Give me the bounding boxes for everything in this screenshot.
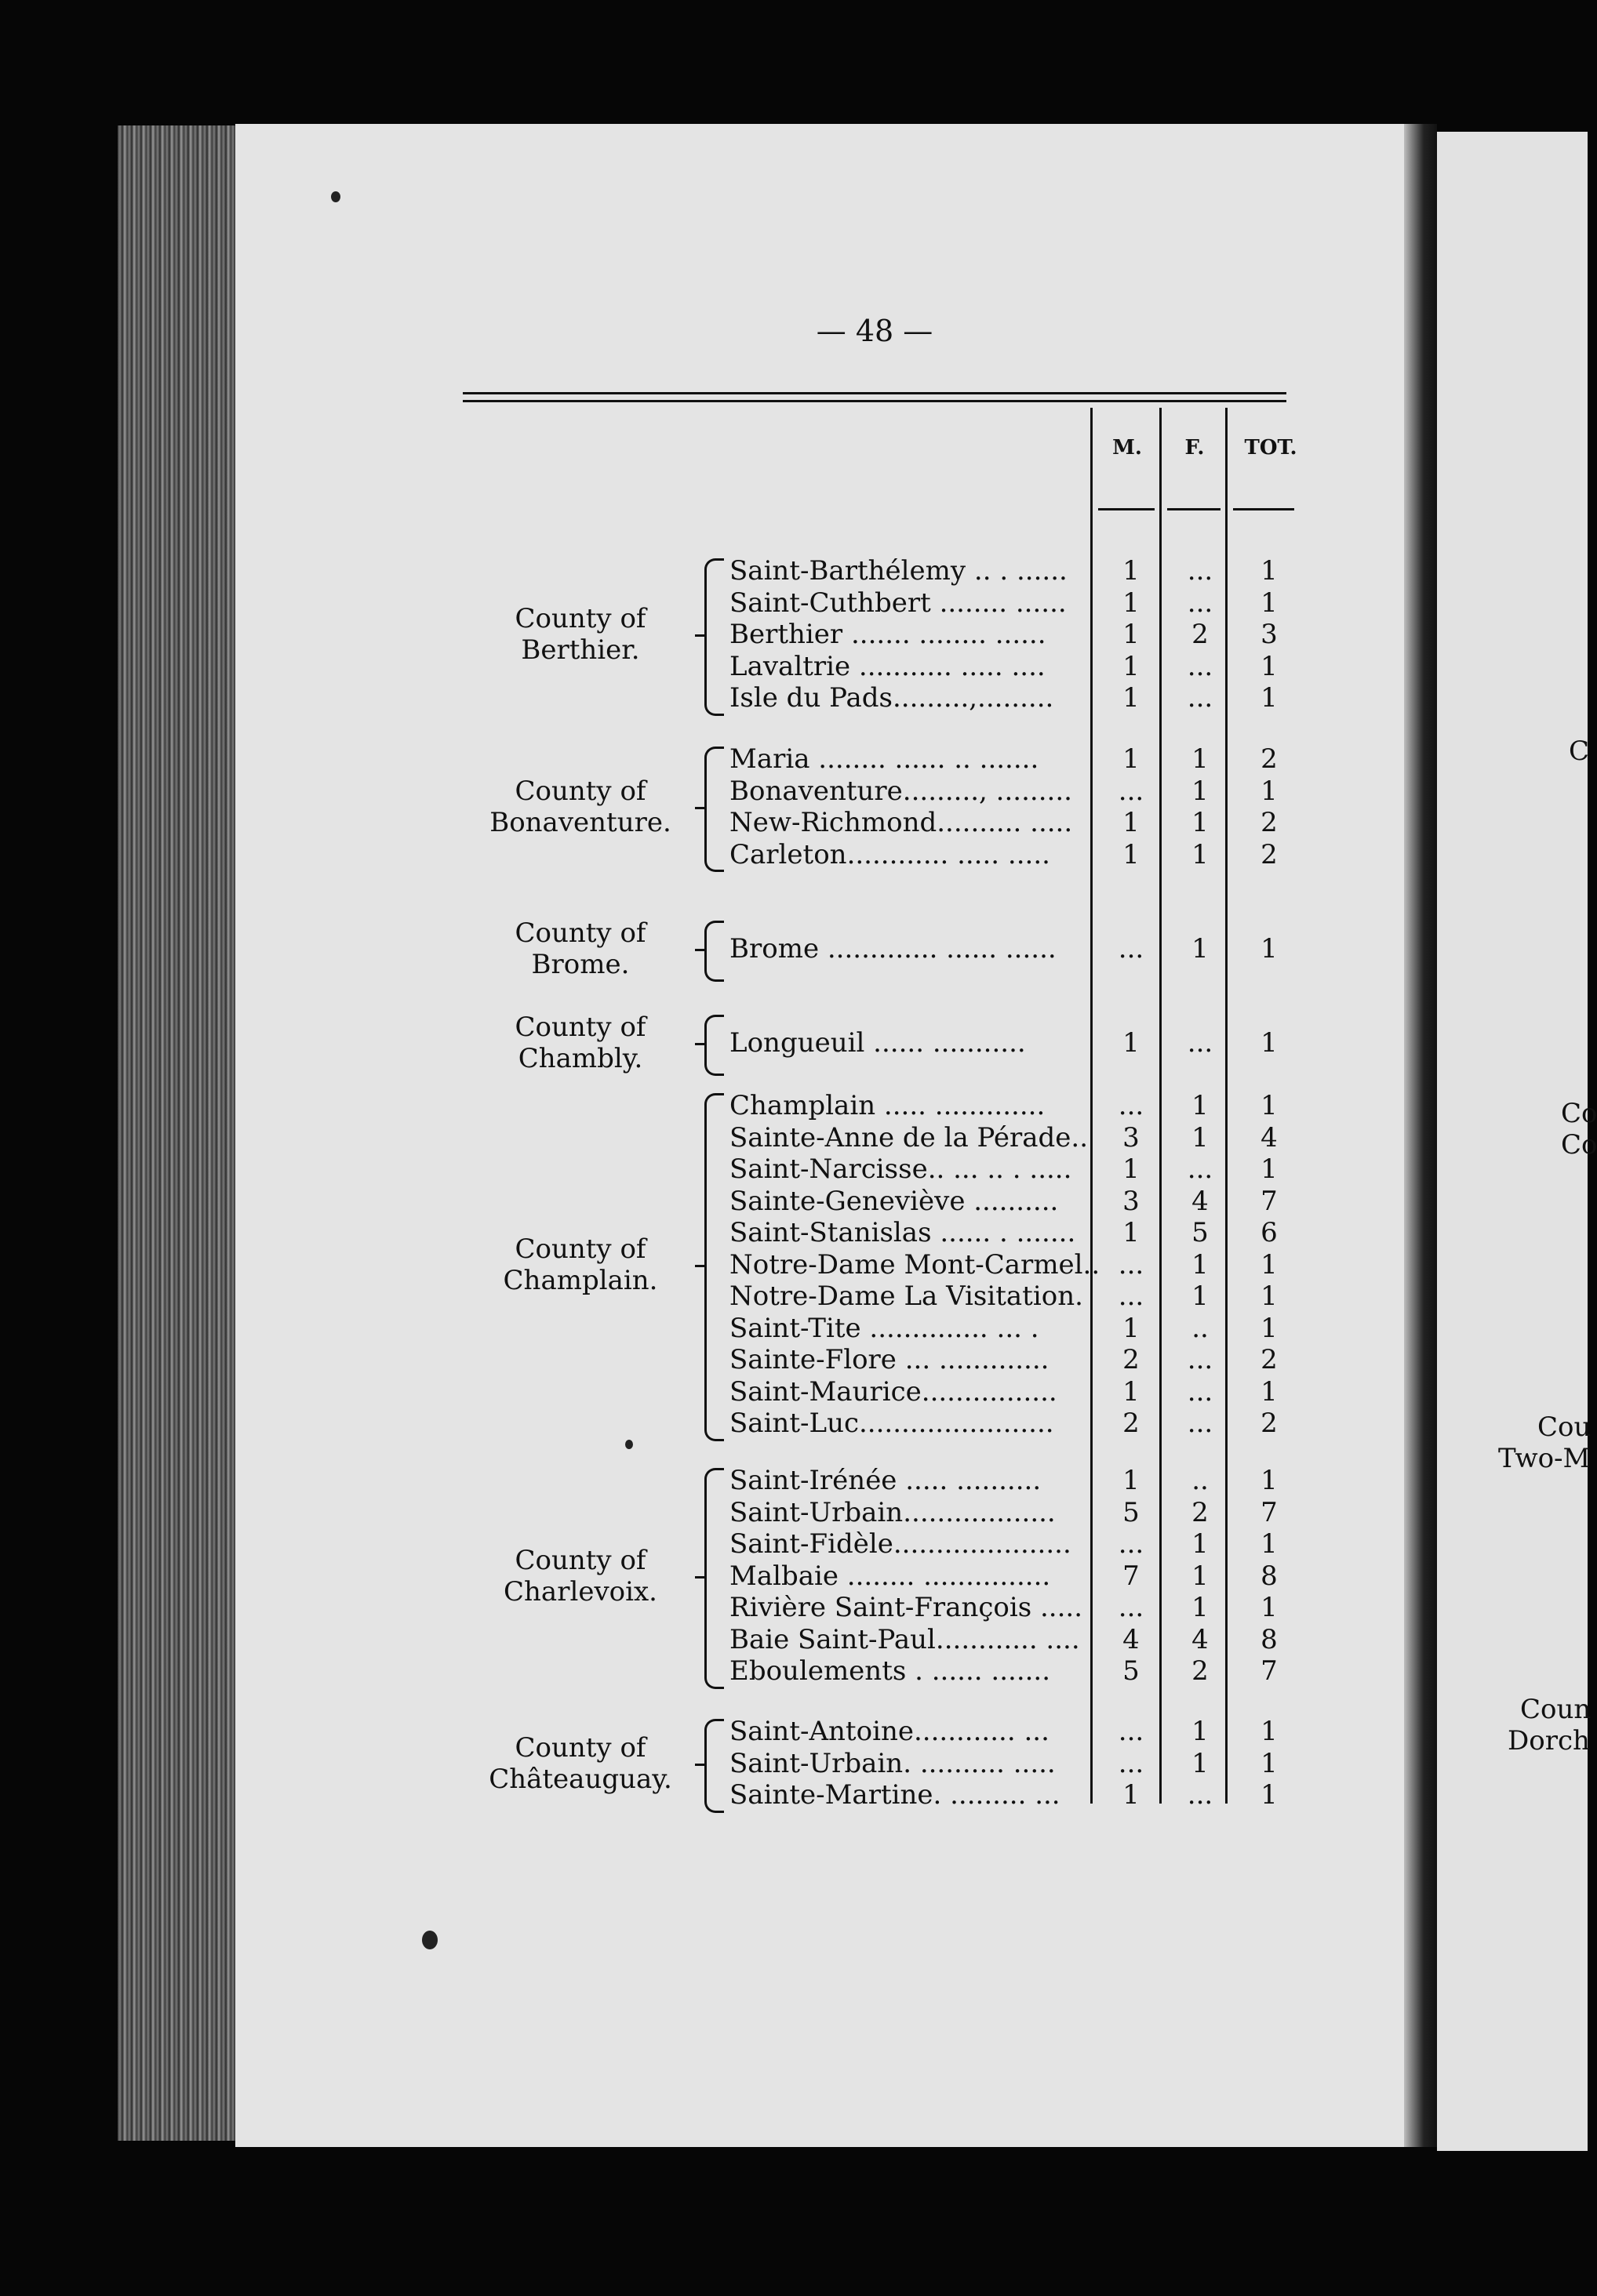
county-label [463,603,698,666]
male-count: ... [1118,1090,1144,1121]
table-row [729,619,1553,650]
female-count: ... [1187,1375,1213,1408]
parish-name: Bonaventure........., ......... [729,775,1072,807]
adjacent-page-fragment: Co [1561,1129,1597,1161]
male-count: 1 [1122,682,1140,714]
table-row [729,1655,1553,1687]
parish-name: Saint-Urbain. .......... ..... [729,1747,1056,1779]
parish-name: Brome ............. ...... ...... [729,932,1057,965]
male-count: 1 [1122,1217,1140,1248]
page-number: — 48 — [816,314,933,348]
book-page-edges [118,125,235,2141]
parish-name: Sainte-Geneviève .......... [729,1185,1059,1217]
female-count: 1 [1191,932,1209,965]
group-brace-tip [695,949,706,951]
group-brace-tip [695,1265,706,1267]
group-brace [704,1015,724,1076]
group-brace-tip [695,1043,706,1045]
female-count: ... [1187,1779,1213,1811]
male-count: 1 [1122,619,1140,650]
male-count: 1 [1122,1375,1140,1408]
female-count: 4 [1191,1185,1209,1217]
table-row [729,807,1553,838]
total-count: 1 [1261,1465,1278,1496]
male-count: 3 [1122,1121,1140,1153]
header-underline-tot [1233,508,1294,510]
total-count: 7 [1261,1185,1278,1217]
group-brace-tip [695,807,706,809]
county-label-line: Champlain. [503,1264,658,1296]
total-count: 1 [1261,932,1278,965]
parish-name: Saint-Stanislas ...... . ....... [729,1217,1076,1248]
male-count: 4 [1122,1623,1140,1655]
group-brace [704,558,724,716]
table-row [729,1497,1553,1528]
county-label-line: County of [515,603,646,635]
male-count: 1 [1122,587,1140,619]
county-label [463,1233,698,1296]
parish-name: Saint-Cuthbert ........ ...... [729,587,1067,619]
table-row [729,1344,1553,1375]
male-count: ... [1118,1281,1144,1312]
male-count: 1 [1122,1465,1140,1496]
total-count: 2 [1261,1344,1278,1375]
female-count: .. [1191,1312,1209,1344]
female-count: 5 [1191,1217,1209,1248]
male-count: 5 [1122,1496,1140,1528]
parish-name: Baie Saint-Paul............ .... [729,1623,1080,1655]
female-count: 1 [1191,1121,1209,1153]
total-count: 1 [1261,1779,1278,1811]
county-label-line: Berthier. [521,634,640,667]
total-count: 1 [1261,1375,1278,1408]
female-count: .. [1191,1465,1209,1496]
county-label-line: Chambly. [518,1043,643,1074]
female-count: 2 [1191,1496,1209,1528]
total-count: 7 [1261,1655,1278,1687]
female-count: 1 [1191,1090,1209,1121]
table-row [729,933,1553,965]
table-row [729,651,1553,682]
county-label [463,1545,698,1608]
male-count: 1 [1122,650,1140,682]
group-brace [704,747,724,872]
female-count: 1 [1191,1716,1209,1747]
male-count: 1 [1122,1026,1140,1059]
table-row [729,682,1553,714]
county-label-line: Châteauguay. [489,1763,672,1795]
ink-spot [625,1440,633,1449]
female-count: ... [1187,555,1213,587]
male-count: 3 [1122,1185,1140,1217]
table-row [729,743,1553,775]
total-count: 1 [1261,1747,1278,1779]
male-count: 1 [1122,838,1140,870]
county-label-line: County of [515,1012,646,1043]
male-count: 1 [1122,807,1140,838]
table-row [729,1090,1553,1121]
female-count: 1 [1191,1560,1209,1592]
column-header-m: M. [1112,436,1142,460]
male-count: 1 [1122,1779,1140,1811]
parish-name: Sainte-Flore ... ............. [729,1344,1050,1375]
female-count: 1 [1191,1281,1209,1312]
table-row [729,1122,1553,1153]
header-underline-m [1098,508,1155,510]
female-count: ... [1187,650,1213,682]
parish-name: Saint-Antoine............ ... [729,1716,1050,1747]
adjacent-page-fragment: Two-M [1498,1443,1591,1474]
parish-name: Champlain ..... ............. [729,1090,1046,1121]
male-count: ... [1118,1747,1144,1779]
parish-name: Saint-Tite .............. ... . [729,1312,1039,1344]
county-label [463,917,698,980]
table-row [729,1779,1553,1811]
ink-spot [331,191,340,202]
male-count: 2 [1122,1408,1140,1439]
total-count: 1 [1261,555,1278,587]
table-row [729,587,1553,619]
female-count: 1 [1191,1248,1209,1281]
parish-name: Carleton............ ..... ..... [729,838,1050,870]
table-row [729,1217,1553,1248]
total-count: 1 [1261,682,1278,714]
total-count: 6 [1261,1217,1278,1248]
parish-name: Eboulements . ...... ....... [729,1655,1051,1687]
table-row [729,1560,1553,1592]
table-row [729,1027,1553,1059]
adjacent-page-fragment: Co [1561,1098,1597,1129]
male-count: 1 [1122,1312,1140,1344]
table-row [729,1153,1553,1185]
table-row [729,1528,1553,1560]
parish-name: Sainte-Anne de la Pérade.. [729,1121,1089,1153]
group-brace [704,921,724,982]
female-count: 2 [1191,619,1209,650]
male-count: ... [1118,1592,1144,1623]
total-count: 1 [1261,650,1278,682]
total-count: 2 [1261,807,1278,838]
parish-name: Saint-Maurice................ [729,1375,1057,1408]
county-label-line: Charlevoix. [504,1575,657,1608]
column-header-f: F. [1184,436,1205,460]
parish-name: Maria ........ ...... .. ....... [729,743,1039,775]
table-row [729,839,1553,870]
parish-name: Saint-Irénée ..... .......... [729,1465,1042,1496]
total-count: 2 [1261,1408,1278,1439]
total-count: 3 [1261,619,1278,650]
female-count: 1 [1191,1592,1209,1623]
female-count: 1 [1191,1528,1209,1560]
table-row [729,1313,1553,1344]
male-count: 1 [1122,743,1140,775]
total-count: 2 [1261,838,1278,870]
male-count: 1 [1122,1153,1140,1185]
female-count: ... [1187,682,1213,714]
male-count: 1 [1122,555,1140,587]
table-row [729,776,1553,807]
female-count: 1 [1191,807,1209,838]
total-count: 1 [1261,775,1278,807]
male-count: 7 [1122,1560,1140,1592]
female-count: ... [1187,587,1213,619]
group-brace-tip [695,1576,706,1578]
male-count: ... [1118,932,1144,965]
ink-spot [422,1931,438,1949]
male-count: ... [1118,1528,1144,1560]
county-label-line: County of [515,1731,646,1764]
table-row [729,1186,1553,1217]
county-label-line: Brome. [531,949,630,980]
adjacent-page-fragment: Coun [1520,1694,1592,1725]
parish-name: Isle du Pads.........,......... [729,682,1054,714]
group-brace [704,1468,724,1689]
county-label-line: County of [515,917,646,949]
adjacent-page-fragment: Dorch [1508,1725,1590,1757]
male-count: ... [1118,775,1144,807]
male-count: 2 [1122,1344,1140,1375]
header-rule-top [463,392,1286,394]
total-count: 7 [1261,1496,1278,1528]
total-count: 1 [1261,587,1278,619]
group-brace-tip [695,634,706,637]
adjacent-page-fragment: C [1569,736,1590,767]
group-brace [704,1093,724,1441]
table-row [729,1281,1553,1312]
total-count: 1 [1261,1248,1278,1281]
total-count: 2 [1261,743,1278,775]
female-count: 1 [1191,838,1209,870]
total-count: 8 [1261,1623,1278,1655]
table-row [729,1249,1553,1281]
county-label [463,1012,698,1074]
total-count: 8 [1261,1560,1278,1592]
parish-name: Longueuil ...... ........... [729,1026,1026,1059]
parish-name: Saint-Barthélemy .. . ...... [729,555,1068,587]
parish-name: Notre-Dame Mont-Carmel.. [729,1248,1100,1281]
total-count: 1 [1261,1090,1278,1121]
female-count: 1 [1191,1747,1209,1779]
county-label-line: County of [515,776,646,807]
county-label [463,1732,698,1795]
table-row [729,1716,1553,1747]
male-count: 5 [1122,1655,1140,1687]
total-count: 4 [1261,1121,1278,1153]
total-count: 1 [1261,1312,1278,1344]
female-count: ... [1187,1153,1213,1185]
parish-name: Lavaltrie ........... ..... .... [729,650,1046,682]
parish-name: Saint-Narcisse.. ... .. . ..... [729,1153,1072,1185]
county-label-line: County of [515,1544,646,1576]
parish-name: Berthier ....... ........ ...... [729,619,1046,650]
group-brace-tip [695,1764,706,1766]
parish-name: Saint-Urbain.................. [729,1496,1056,1528]
female-count: ... [1187,1344,1213,1375]
group-brace [704,1719,724,1813]
table-row [729,1408,1553,1439]
total-count: 1 [1261,1281,1278,1312]
column-header-tot: TOT. [1244,436,1297,460]
adjacent-page-fragment: Cou [1537,1411,1592,1443]
table-row [729,1376,1553,1408]
female-count: ... [1187,1408,1213,1439]
female-count: 1 [1191,743,1209,775]
parish-name: Saint-Fidèle..................... [729,1528,1071,1560]
county-label-line: Bonaventure. [489,807,671,838]
table-row [729,1748,1553,1779]
female-count: 2 [1191,1655,1209,1687]
parish-name: New-Richmond.......... ..... [729,807,1073,838]
table-row [729,1465,1553,1496]
male-count: ... [1118,1248,1144,1281]
female-count: ... [1187,1026,1213,1059]
parish-name: Saint-Luc....................... [729,1408,1054,1439]
total-count: 1 [1261,1026,1278,1059]
table-row [729,555,1553,587]
female-count: 4 [1191,1623,1209,1655]
female-count: 1 [1191,775,1209,807]
table-row [729,1624,1553,1655]
header-rule-bottom [463,400,1286,402]
total-count: 1 [1261,1153,1278,1185]
parish-name: Sainte-Martine. ......... ... [729,1779,1060,1811]
parish-name: Malbaie ........ ............... [729,1560,1051,1592]
county-label [463,776,698,838]
header-underline-f [1167,508,1220,510]
table-row [729,1592,1553,1623]
total-count: 1 [1261,1528,1278,1560]
parish-name: Notre-Dame La Visitation. [729,1281,1083,1312]
parish-name: Rivière Saint-François ..... [729,1592,1083,1623]
county-label-line: County of [515,1233,646,1265]
total-count: 1 [1261,1716,1278,1747]
total-count: 1 [1261,1592,1278,1623]
male-count: ... [1118,1716,1144,1747]
